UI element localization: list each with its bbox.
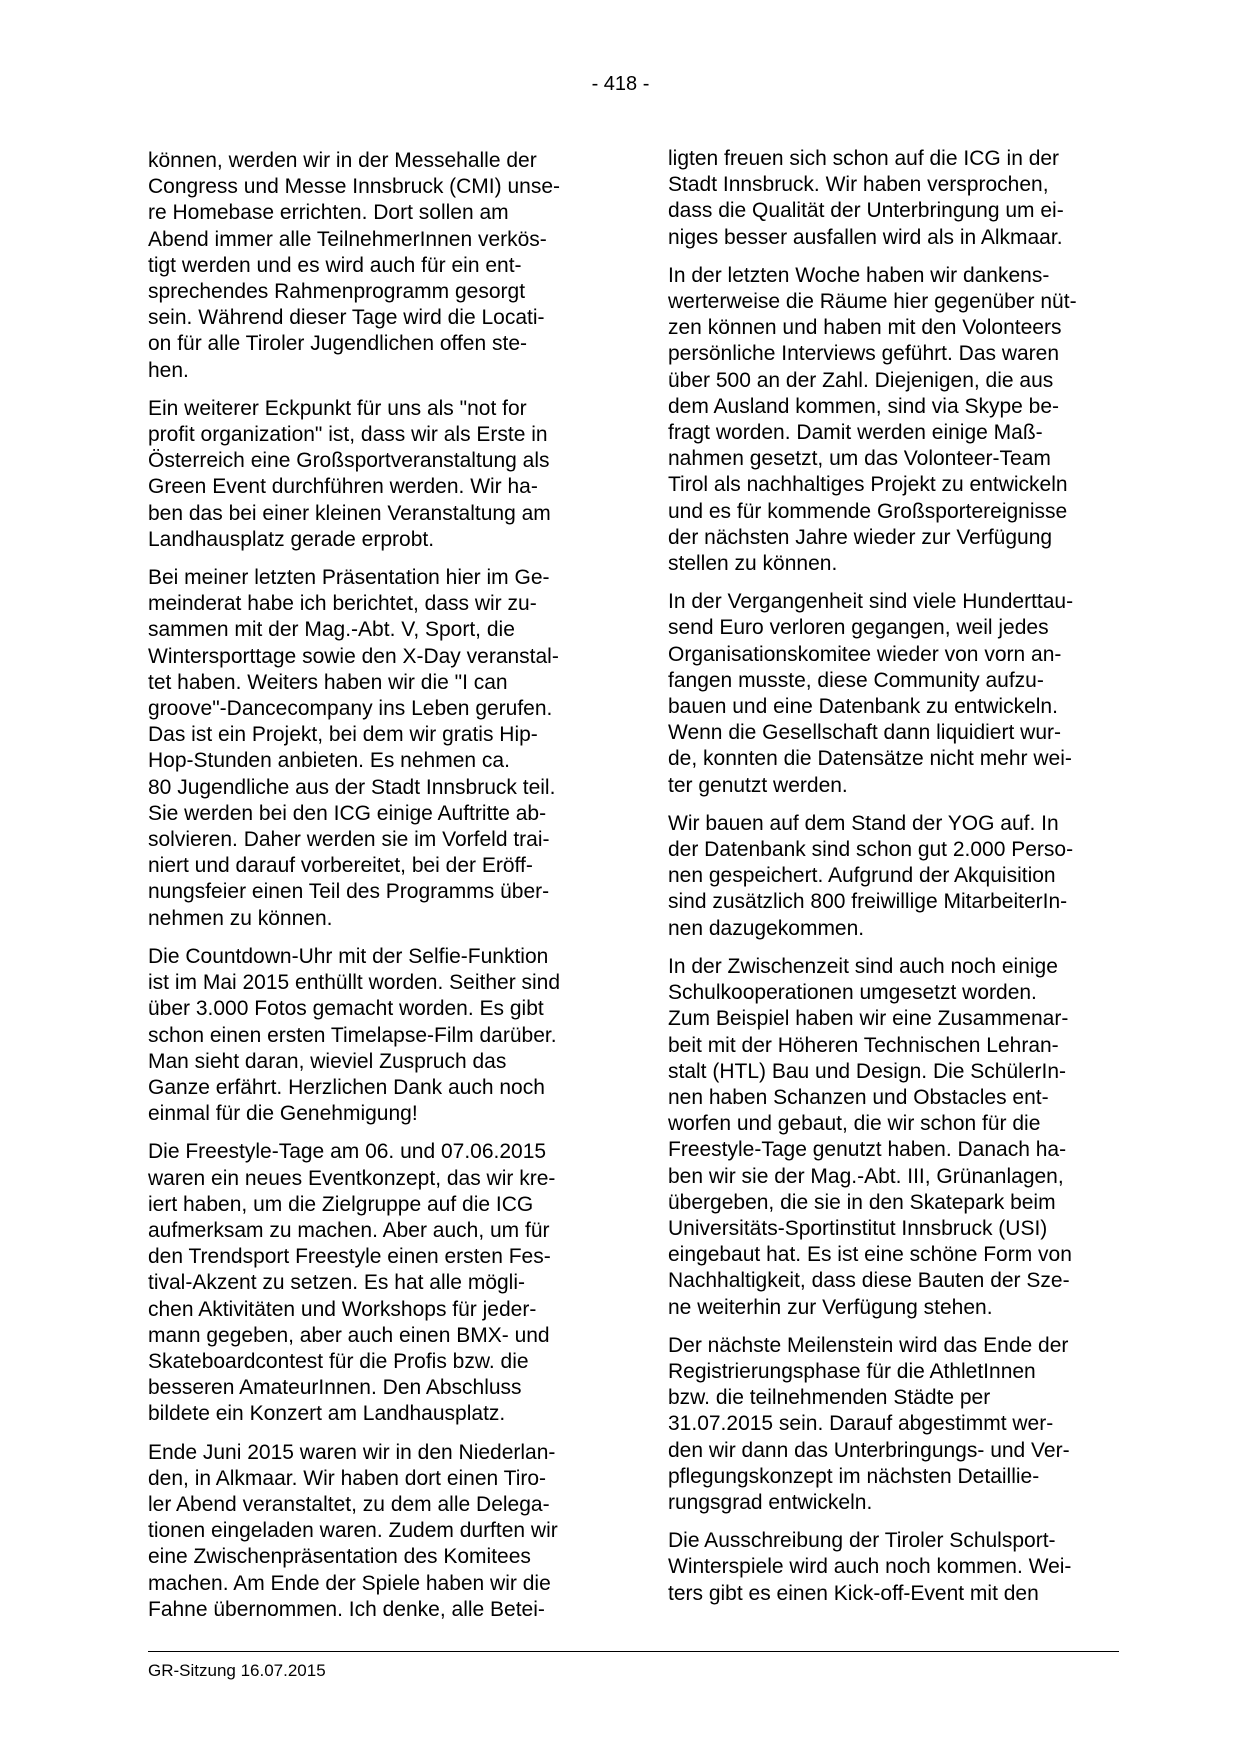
paragraph: Die Freestyle-Tage am 06. und 07.06.2015 waren ein neues Eventkonzept, das wir kre- iert haben, um die Zielgruppe auf die ICG aufmerksam zu machen. Aber auch, um für den Trendsport Freestyle einen ersten Fes- tival-Akzent zu setzen. Es hat alle mögli- chen Aktivitäten und Workshops für jeder- mann gegeben, aber auch einen BMX- und Skateboardcontest für die Profis bzw. die besseren AmateurInnen. Den Abschluss bildete ein Konzert am Landhausplatz. [148, 1140, 556, 1426]
paragraph: Der nächste Meilenstein wird das Ende der Registrierungsphase für die AthletInnen bzw. die teilnehmenden Städte per 31.07.2015 sein. Darauf abgestimmt wer- den wir dann das Unterbringungs- und Ver- pflegungskonzept im nächsten Detaillie- rungsgrad entwickeln. [668, 1333, 1070, 1514]
paragraph: Die Ausschreibung der Tiroler Schulsport- Winterspiele wird auch noch kommen. Wei- ters gibt es einen Kick-off-Event mit den [668, 1529, 1072, 1605]
paragraph: Ende Juni 2015 waren wir in den Niederlan- den, in Alkmaar. Wir haben dort einen Tiro- ler Abend veranstaltet, zu dem alle Delega- tionen eingeladen waren. Zudem durften wir eine Zwischenpräsentation des Komitees machen. Am Ende der Spiele haben wir die Fahne übernommen. Ich denke, alle Betei- [148, 1440, 558, 1621]
paragraph: Ein weiterer Eckpunkt für uns als "not for profit organization" ist, dass wir als Erste in Österreich eine Großsportveranstaltung als Green Event durchführen werden. Wir ha- ben das bei einer kleinen Veranstaltung am Landhausplatz gerade erprobt. [148, 396, 551, 551]
footer-divider [148, 1651, 1119, 1652]
paragraph: In der letzten Woche haben wir dankens- werterweise die Räume hier gegenüber nüt- zen können und haben mit den Volonteers persönliche Interviews geführt. Das waren über 500 an der Zahl. Diejenigen, die aus dem Ausland kommen, sind via Skype be- fragt worden. Damit werden einige Maß- nahmen gesetzt, um das Volonteer-Team Tirol als nachhaltiges Projekt zu entwickeln und es für kommende Großsportereignisse der nächsten Jahre wieder zur Verfügung stellen zu können. [668, 263, 1077, 576]
paragraph: Wir bauen auf dem Stand der YOG auf. In der Datenbank sind schon gut 2.000 Perso- nen gespeichert. Aufgrund der Akquisition sind zusätzlich 800 freiwillige MitarbeiterIn- nen dazugekommen. [668, 811, 1074, 940]
paragraph: können, werden wir in der Messehalle der Congress und Messe Innsbruck (CMI) unse- re Homebase errichten. Dort sollen am Abend immer alle TeilnehmerInnen verkös- tigt werden und es wird auch für ein ent- sprechendes Rahmenprogramm gesorgt sein. Während dieser Tage wird die Locati- on für alle Tiroler Jugendlichen offen ste- hen. [148, 149, 560, 382]
page-number: - 418 - [591, 73, 650, 95]
footer-session-date: GR-Sitzung 16.07.2015 [148, 1661, 326, 1680]
right-column [668, 146, 1123, 1619]
paragraph: Die Countdown-Uhr mit der Selfie-Funktion ist im Mai 2015 enthüllt worden. Seither sind über 3.000 Fotos gemacht worden. Es gibt schon einen ersten Timelapse-Film darüber. Man sieht daran, wieviel Zuspruch das Ganze erfährt. Herzlichen Dank auch noch einmal für die Genehmigung! [148, 944, 561, 1126]
paragraph: Bei meiner letzten Präsentation hier im Ge- meinderat habe ich berichtet, dass wir zu- sammen mit der Mag.-Abt. V, Sport, die Wintersporttage sowie den X-Day veranstal- tet haben. Weiters haben wir die "I can groove"-Dancecompany ins Leben gerufen. Das ist ein Projekt, bei dem wir gratis Hip- Hop-Stunden anbieten. Es nehmen ca. 80 Jugendliche aus der Stadt Innsbruck teil. Sie werden bei den ICG einige Auftritte ab- solvieren. Daher werden sie im Vorfeld trai- niert und darauf vorbereitet, bei der Eröff- nungsfeier einen Teil des Programms über- nehmen zu können. [148, 566, 559, 930]
paragraph: In der Vergangenheit sind viele Hunderttau- send Euro verloren gegangen, weil jedes Organisationskomitee wieder von vorn an- fangen musste, diese Community aufzu- bauen und eine Datenbank zu entwickeln. Wenn die Gesellschaft dann liquidiert wur- de, konnten die Datensätze nicht mehr wei- ter genutzt werden. [668, 590, 1074, 797]
paragraph: ligten freuen sich schon auf die ICG in der Stadt Innsbruck. Wir haben versprochen, dass die Qualität der Unterbringung um ei- niges besser ausfallen wird als in Alkmaar. [668, 147, 1064, 249]
left-column [148, 148, 603, 1635]
paragraph: In der Zwischenzeit sind auch noch einige Schulkooperationen umgesetzt worden. Zum Beispiel haben wir eine Zusammenar- beit mit der Höheren Technischen Lehran- stalt (HTL) Bau und Design. Die SchülerIn- nen haben Schanzen und Obstacles ent- worfen und gebaut, die wir schon für die Freestyle-Tage genutzt haben. Danach ha- ben wir sie der Mag.-Abt. III, Grünanlagen, übergeben, die sie in den Skatepark beim Universitäts-Sportinstitut Innsbruck (USI) eingebaut hat. Es ist eine schöne Form von Nachhaltigkeit, dass diese Bauten der Sze- ne weiterhin zur Verfügung stehen. [668, 954, 1072, 1319]
